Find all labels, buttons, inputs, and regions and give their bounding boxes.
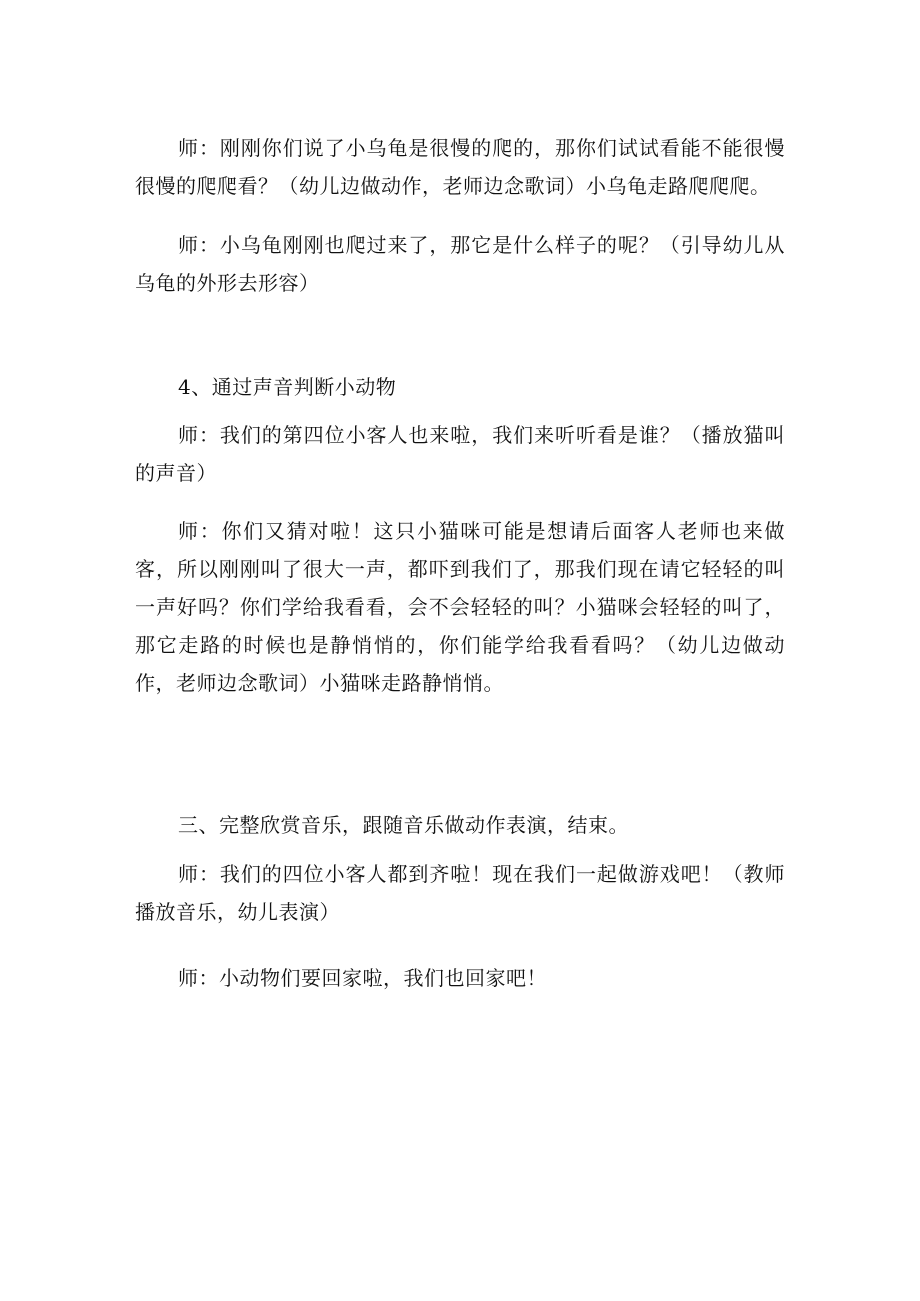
paragraph-go-home: 师：小动物们要回家啦，我们也回家吧！: [178, 966, 547, 990]
paragraph-turtle-crawl: 师：刚刚你们说了小乌龟是很慢的爬的，那你们试试看能不能很慢很慢的爬爬看？（幼儿边做动作，老师边念歌词）小乌龟走路爬爬爬。: [135, 136, 785, 198]
paragraph-play-game: 师：我们的四位小客人都到齐啦！现在我们一起做游戏吧！（教师播放音乐，幼儿表演）: [135, 862, 785, 924]
paragraph-turtle-appearance: 师：小乌龟刚刚也爬过来了，那它是什么样子的呢？（引导幼儿从乌龟的外形去形容）: [135, 233, 785, 295]
paragraph-fourth-guest: 师：我们的第四位小客人也来啦，我们来听听看是谁？（播放猫叫的声音）: [135, 423, 785, 485]
section-heading-3: 三、完整欣赏音乐，跟随音乐做动作表演，结束。: [178, 813, 629, 837]
paragraph-kitten: 师：你们又猜对啦！这只小猫咪可能是想请后面客人老师也来做客，所以刚刚叫了很大一声，都吓到我们了，那我们现在请它轻轻的叫一声好吗？你们学给我看看，会不会轻轻的叫？小猫咪会轻轻的叫了，那它走路的时候也是静悄悄的，你们能学给我看看吗？（幼儿边做动作，老师边念歌词）小猫咪走路静悄悄。: [135, 519, 785, 695]
section-heading-4: 4、通过声音判断小动物: [178, 375, 397, 399]
